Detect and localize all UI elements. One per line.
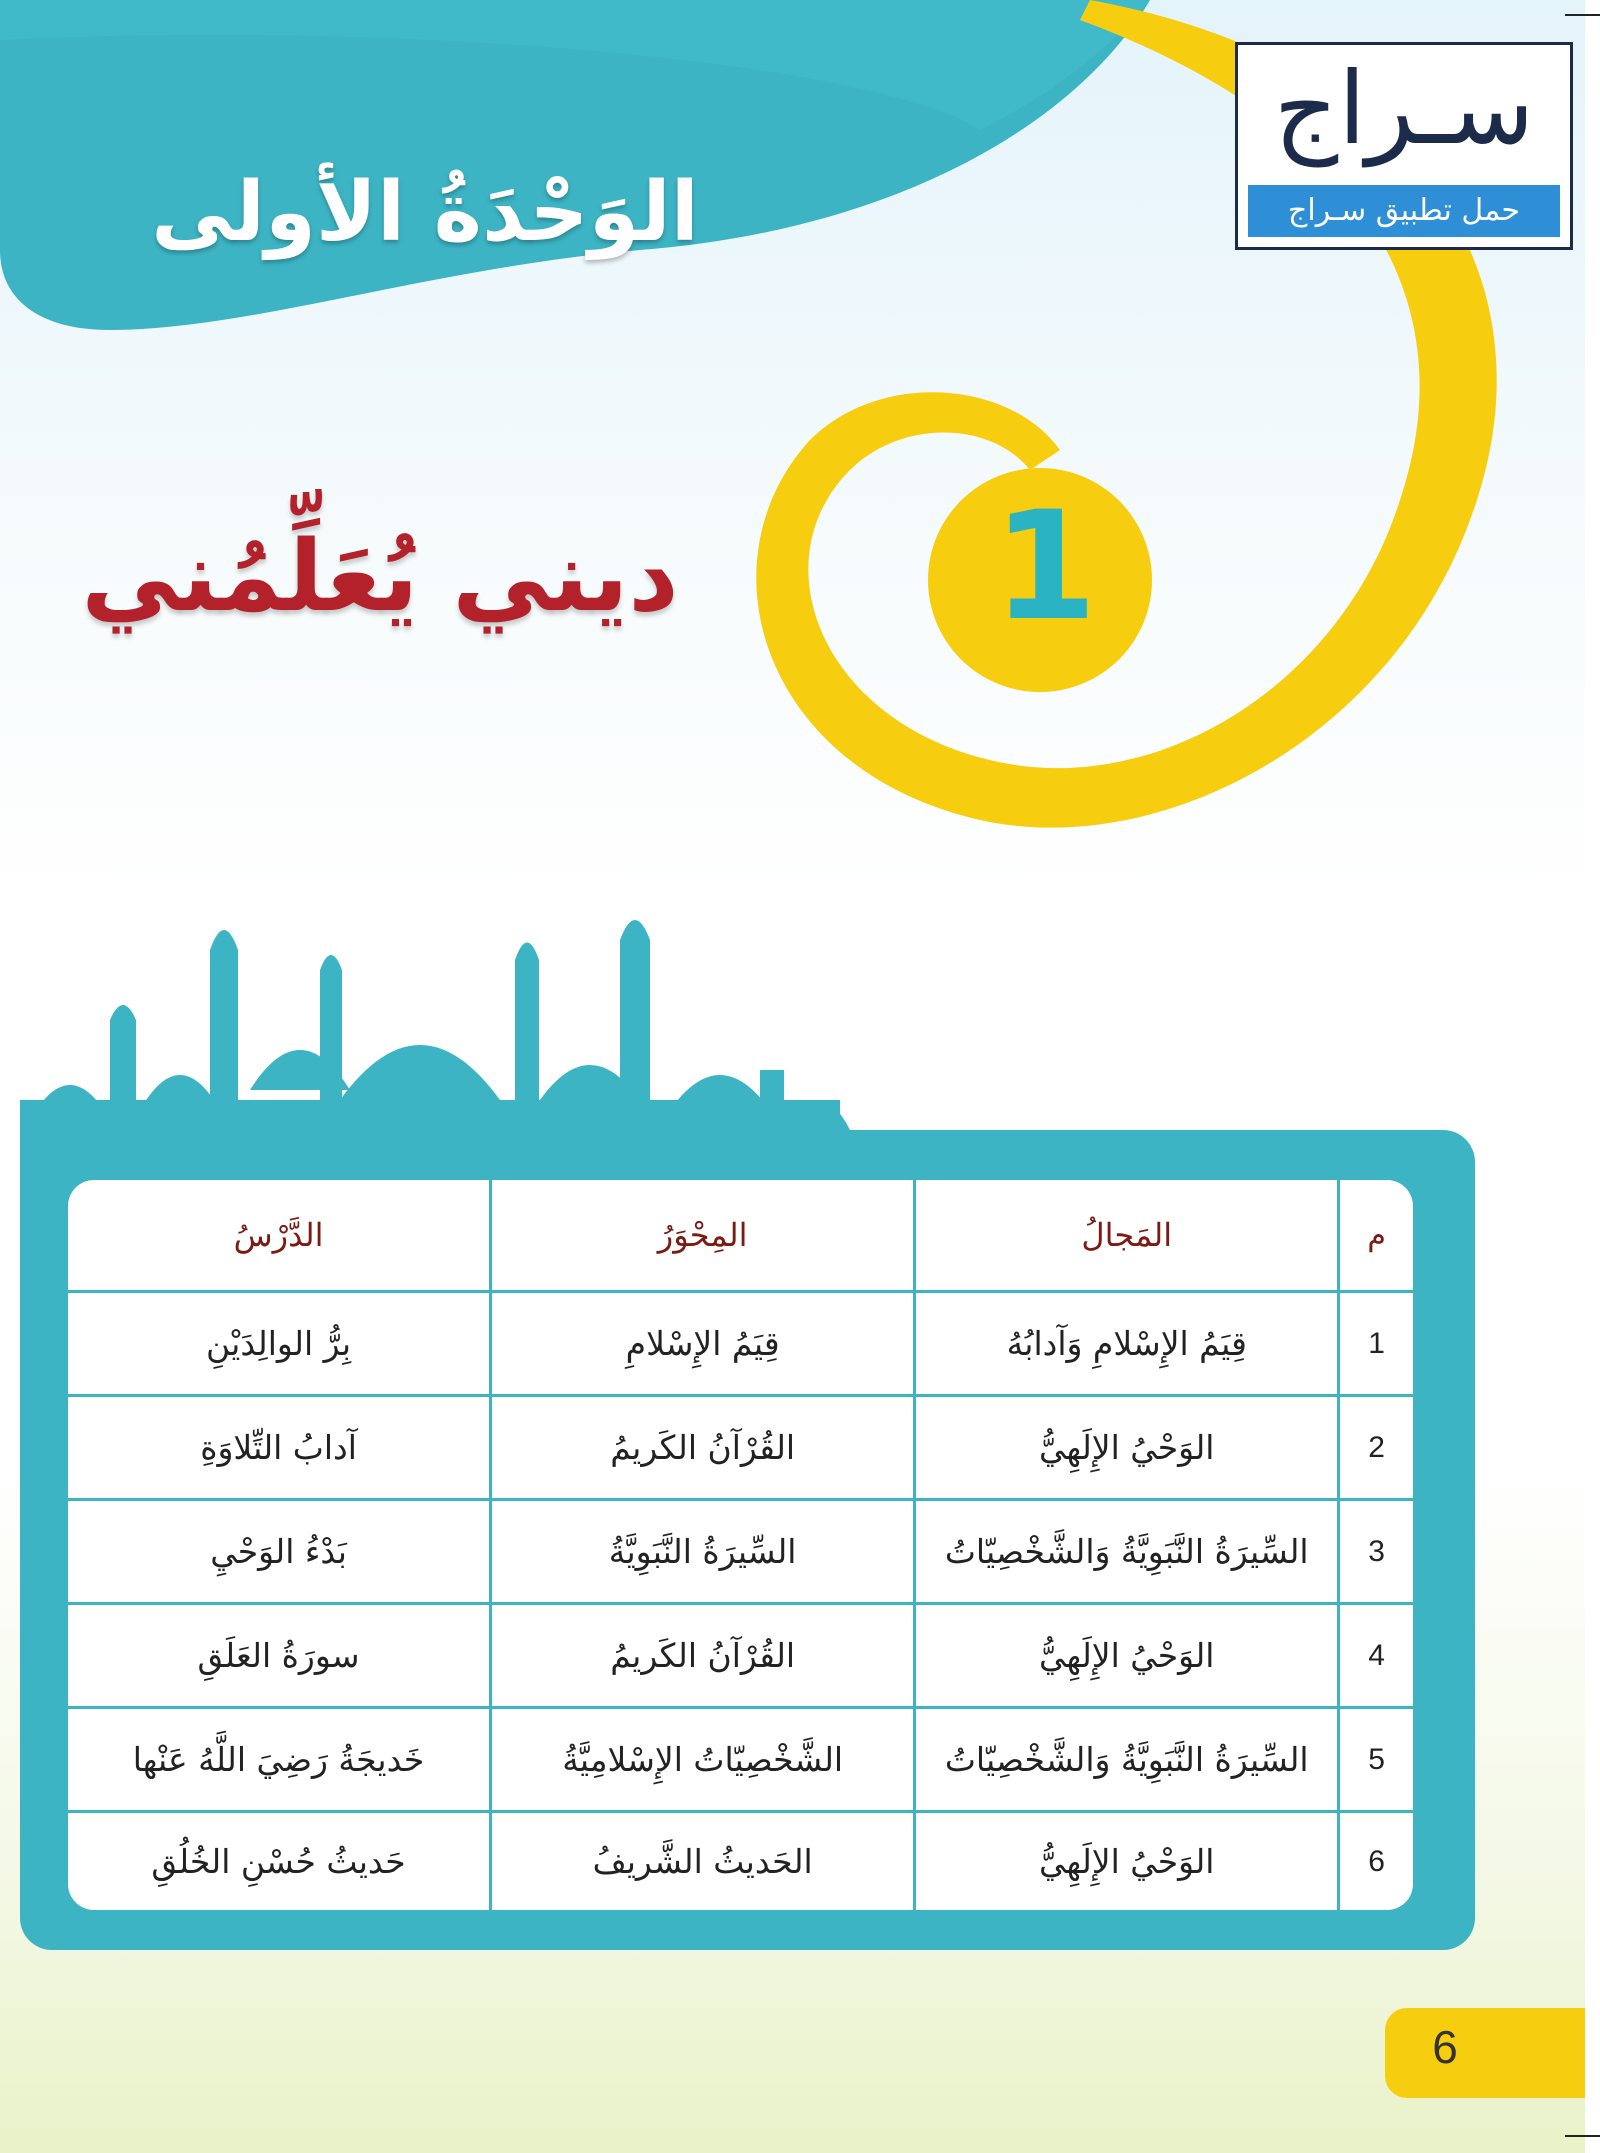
- header-axis: المِحْوَرُ: [489, 1180, 913, 1293]
- unit-heading: ديني يُعَلِّمُني: [81, 520, 679, 634]
- row-domain: قِيَمُ الإِسْلامِ وَآدابُهُ: [913, 1293, 1337, 1397]
- row-lesson: حَديثُ حُسْنِ الخُلُقِ: [151, 1842, 406, 1881]
- row-num: 1: [1337, 1293, 1413, 1397]
- curriculum-table: [68, 1180, 1413, 1910]
- row-lesson: بِرُّ الوالِدَيْنِ: [68, 1293, 489, 1397]
- table-row: [68, 1605, 1413, 1709]
- logo-word: سـراج: [1273, 50, 1535, 167]
- siraj-logo: [1235, 42, 1573, 250]
- header-num: م: [1337, 1180, 1413, 1293]
- table-header-row: [68, 1180, 1413, 1293]
- row-axis: قِيَمُ الإِسْلامِ: [489, 1293, 913, 1397]
- row-domain: الوَحْيُ الإِلَهِيُّ: [913, 1397, 1337, 1501]
- row-num: 6: [1337, 1813, 1413, 1910]
- row-num: 4: [1337, 1605, 1413, 1709]
- row-lesson: خَديجَةُ رَضِيَ اللَّهُ عَنْها: [68, 1709, 489, 1813]
- row-domain: الوَحْيُ الإِلَهِيُّ: [913, 1605, 1337, 1709]
- header-lesson: الدَّرْسُ: [68, 1180, 489, 1293]
- row-lesson: سورَةُ العَلَقِ: [68, 1605, 489, 1709]
- mosque-silhouette: [0, 900, 860, 1160]
- crop-mark-bottom: [1565, 2135, 1600, 2137]
- unit-number: 1: [992, 480, 1098, 654]
- row-axis: القُرْآنُ الكَريمُ: [489, 1605, 913, 1709]
- logo-tagline: حمل تطبيق سـراج: [1248, 185, 1560, 237]
- header-domain: المَجالُ: [913, 1180, 1337, 1293]
- crop-mark-top: [1565, 14, 1600, 16]
- row-axis: الشَّخْصِيّاتُ الإِسْلامِيَّةُ: [489, 1709, 913, 1813]
- table-row: [68, 1709, 1413, 1813]
- unit-title: الوَحْدَةُ الأولى: [151, 165, 699, 260]
- table-row: [68, 1501, 1413, 1605]
- row-domain: السِّيرَةُ النَّبَوِيَّةُ وَالشَّخْصِيّاتُ: [913, 1709, 1337, 1813]
- table-row: [68, 1397, 1413, 1501]
- row-num: 3: [1337, 1501, 1413, 1605]
- row-axis: القُرْآنُ الكَريمُ: [489, 1397, 913, 1501]
- row-domain: الوَحْيُ الإِلَهِيُّ: [913, 1813, 1337, 1910]
- row-lesson: بَدْءُ الوَحْيِ: [68, 1501, 489, 1605]
- page-number: 6: [1432, 2021, 1458, 2073]
- row-domain: السِّيرَةُ النَّبَوِيَّةُ وَالشَّخْصِيّاتُ: [913, 1501, 1337, 1605]
- row-num: 5: [1337, 1709, 1413, 1813]
- row-lesson: آدابُ التِّلاوَةِ: [68, 1397, 489, 1501]
- row-axis: السِّيرَةُ النَّبَوِيَّةُ: [489, 1501, 913, 1605]
- row-num: 2: [1337, 1397, 1413, 1501]
- table-row: [68, 1293, 1413, 1397]
- row-axis: الحَديثُ الشَّريفُ: [489, 1813, 913, 1910]
- table-row: [68, 1813, 1413, 1910]
